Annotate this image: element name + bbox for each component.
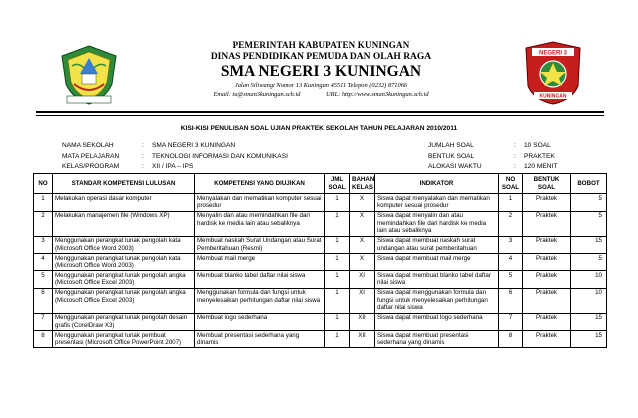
letterhead-divider-thin: [36, 115, 604, 116]
table-row: [34, 331, 607, 348]
cell-kompetensi: Membuat logo sederhana: [195, 313, 325, 330]
identity-value: TEKNOLOGI INFORMASI DAN KOMUNIKASI: [152, 152, 288, 160]
cell-bahan-kelas: X: [350, 253, 375, 270]
header-no: NO: [34, 174, 53, 194]
emblem-bottom-text: KUNINGAN: [539, 93, 567, 100]
cell-indikator: Siswa dapat menyalakan dan mematikan komputer sesuai prosedur: [375, 194, 499, 211]
cell-jml-soal: 1: [325, 211, 350, 236]
table-row: [34, 236, 607, 253]
header-standar: STANDAR KOMPETENSI LULUSAN: [53, 174, 195, 194]
school-address: Jalan Siliwangi Nomor 13 Kuningan 45511 Telepon (0232) 871066: [234, 82, 408, 89]
table-row: [34, 288, 607, 313]
identity-label: BENTUK SOAL: [428, 152, 475, 160]
identity-separator: :: [514, 163, 516, 170]
cell-jml-soal: 1: [325, 236, 350, 253]
identity-value: PRAKTEK: [524, 152, 555, 160]
identity-separator: :: [514, 142, 516, 149]
identity-row: [62, 152, 372, 163]
cell-indikator: Siswa dapat menggunakan formula dan fungsi untuk menyelesaikan perhitungan daftar nilai siswa: [375, 288, 499, 313]
cell-indikator: Siswa dapat membuat mail merge: [375, 253, 499, 270]
identity-row: [428, 162, 594, 173]
cell-kompetensi: Membuat mail merge: [195, 253, 325, 270]
emblem-top-text: NEGERI 3: [538, 50, 568, 57]
header-kompetensi: KOMPETENSI YANG DIUJIKAN: [195, 174, 325, 194]
cell-no-soal: 2: [499, 211, 523, 236]
identity-row: [62, 141, 372, 152]
identity-row: [428, 152, 594, 163]
cell-jml-soal: 1: [325, 313, 350, 330]
identity-separator: :: [142, 142, 144, 149]
cell-no: 6: [34, 288, 53, 313]
cell-standar: Menggunakan perangkat lunak pengolah desain grafis (CorelDraw X3): [53, 313, 195, 330]
cell-no-soal: 8: [499, 331, 523, 348]
identity-row: [428, 141, 594, 152]
cell-bentuk-soal: Praktek: [523, 271, 571, 288]
cell-no: 4: [34, 253, 53, 270]
school-name: SMA NEGERI 3 KUNINGAN: [220, 63, 422, 80]
sman3-kuningan-emblem-icon: [522, 40, 584, 106]
cell-standar: Menggunakan perangkat lunak pengolah angka (Microsoft Office Excel 2003): [53, 271, 195, 288]
identity-value: 120 MENIT: [524, 163, 558, 170]
government-name: PEMERINTAH KABUPATEN KUNINGAN: [232, 40, 410, 50]
table-header-row: [34, 174, 607, 194]
cell-jml-soal: 1: [325, 194, 350, 211]
cell-bahan-kelas: X: [350, 211, 375, 236]
cell-no-soal: 6: [499, 288, 523, 313]
cell-no: 3: [34, 236, 53, 253]
cell-no: 8: [34, 331, 53, 348]
identity-row: [62, 162, 372, 173]
letterhead-text: [120, 40, 522, 99]
school-contact: [120, 90, 522, 99]
cell-standar: Menggunakan perangkat lunak pengolah angka (Microsoft Office Excel 2003): [53, 288, 195, 313]
identity-label: ALOKASI WAKTU: [428, 163, 482, 170]
identity-left: [62, 141, 372, 173]
cell-standar: Menggunakan perangkat lunak pembuat presentasi (Microsoft Office PowerPoint 2007): [53, 331, 195, 348]
header-indikator: INDIKATOR: [375, 174, 499, 194]
identity-value: SMA NEGERI 3 KUNINGAN: [152, 142, 236, 149]
cell-bahan-kelas: X: [350, 194, 375, 211]
cell-standar: Menggunakan perangkat lunak pengolah kata (Microsoft Office Word 2003): [53, 253, 195, 270]
cell-indikator: Siswa dapat membuat blanko tabel daftar nilai siswa: [375, 271, 499, 288]
cell-bentuk-soal: Praktek: [523, 313, 571, 330]
school-email: Email: tu@sman3kuningan.sch.id: [213, 91, 301, 98]
cell-kompetensi: Membuat presentasi sederhana yang dinamis: [195, 331, 325, 348]
table-row: [34, 313, 607, 330]
document-title: KISI-KISI PENULISAN SOAL UJIAN PRAKTEK SEKOLAH TAHUN PELAJARAN 2010/2011: [180, 125, 458, 132]
cell-standar: Melakukan operasi dasar komputer: [53, 194, 195, 211]
table-row: [34, 271, 607, 288]
cell-no: 1: [34, 194, 53, 211]
identity-label: KELAS/PROGRAM: [62, 163, 120, 170]
cell-no: 7: [34, 313, 53, 330]
cell-bobot: 5: [571, 211, 607, 236]
header-bahan-kelas: BAHAN KELAS: [350, 174, 375, 194]
department-name: DINAS PENDIDIKAN PEMUDA DAN OLAH RAGA: [210, 52, 432, 62]
header-jml-soal: JML SOAL: [325, 174, 350, 194]
identity-value: XII / IPA – IPS: [152, 163, 194, 170]
cell-bahan-kelas: X: [350, 236, 375, 253]
header-bobot: BOBOT: [571, 174, 607, 194]
cell-no-soal: 4: [499, 253, 523, 270]
cell-bentuk-soal: Praktek: [523, 331, 571, 348]
table-row: [34, 194, 607, 211]
cell-kompetensi: Menggunakan formula dan fungsi untuk menyelesaikan perhitungan daftar nilai siswa: [195, 288, 325, 313]
cell-bobot: 10: [571, 288, 607, 313]
cell-kompetensi: Menyalakan dan mematikan komputer sesuai prosedur: [195, 194, 325, 211]
cell-indikator: Siswa dapat membuat naskah surat undangan atau surat pemberitahuan: [375, 236, 499, 253]
identity-label: JUMLAH SOAL: [428, 142, 474, 149]
cell-bobot: 5: [571, 194, 607, 211]
cell-standar: Menggunakan perangkat lunak pengolah kata (Microsoft Office Word 2003): [53, 236, 195, 253]
school-url: URL: http://www.sman3kuningan.sch.id: [326, 91, 429, 98]
cell-standar: Melakukan manajemen file (Windows XP): [53, 211, 195, 236]
cell-no-soal: 5: [499, 271, 523, 288]
cell-bentuk-soal: Praktek: [523, 253, 571, 270]
cell-no: 2: [34, 211, 53, 236]
cell-bobot: 10: [571, 271, 607, 288]
header-bentuk-soal: BENTUK SOAL: [523, 174, 571, 194]
cell-bahan-kelas: XI: [350, 271, 375, 288]
table-row: [34, 253, 607, 270]
cell-indikator: Siswa dapat membuat logo sederhana: [375, 313, 499, 330]
cell-kompetensi: Membuat blanko tabel daftar nilai siswa: [195, 271, 325, 288]
cell-kompetensi: Menyalin dan atau memindahkan file dari hardisk ke media lain atau sebaliknya: [195, 211, 325, 236]
cell-bobot: 15: [571, 331, 607, 348]
identity-separator: :: [142, 163, 144, 170]
identity-label: NAMA SEKOLAH: [62, 142, 114, 149]
cell-bentuk-soal: Praktek: [523, 236, 571, 253]
identity-separator: :: [142, 152, 144, 160]
cell-bentuk-soal: Praktek: [523, 288, 571, 313]
cell-kompetensi: Membuat naskah Surat Undangan atau Surat Pemberitahuan (Resmi): [195, 236, 325, 253]
cell-jml-soal: 1: [325, 253, 350, 270]
cell-no: 5: [34, 271, 53, 288]
cell-bentuk-soal: Praktek: [523, 211, 571, 236]
cell-bentuk-soal: Praktek: [523, 194, 571, 211]
cell-no-soal: 1: [499, 194, 523, 211]
table-row: [34, 211, 607, 236]
kabupaten-kuningan-emblem-icon: [58, 44, 120, 106]
identity-label: MATA PELAJARAN: [62, 152, 120, 160]
letterhead-divider-thick: [36, 111, 604, 113]
cell-bobot: 15: [571, 236, 607, 253]
kisi-kisi-table: [33, 173, 607, 348]
cell-bahan-kelas: XII: [350, 331, 375, 348]
cell-bahan-kelas: XII: [350, 313, 375, 330]
identity-separator: :: [514, 152, 516, 160]
cell-jml-soal: 1: [325, 331, 350, 348]
cell-jml-soal: 1: [325, 288, 350, 313]
cell-indikator: Siswa dapat membuat presentasi sederhana yang dinamis: [375, 331, 499, 348]
cell-bobot: 5: [571, 253, 607, 270]
letterhead: [0, 38, 638, 110]
cell-bobot: 15: [571, 313, 607, 330]
identity-value: 10 SOAL: [524, 142, 551, 149]
identity-right: [428, 141, 594, 173]
cell-no-soal: 7: [499, 313, 523, 330]
header-no-soal: NO SOAL: [499, 174, 523, 194]
cell-no-soal: 3: [499, 236, 523, 253]
cell-indikator: Siswa dapat menyalin dan atau memindahkan file dari hardisk ke media lain atau sebaliknya: [375, 211, 499, 236]
cell-jml-soal: 1: [325, 271, 350, 288]
cell-bahan-kelas: XI: [350, 288, 375, 313]
